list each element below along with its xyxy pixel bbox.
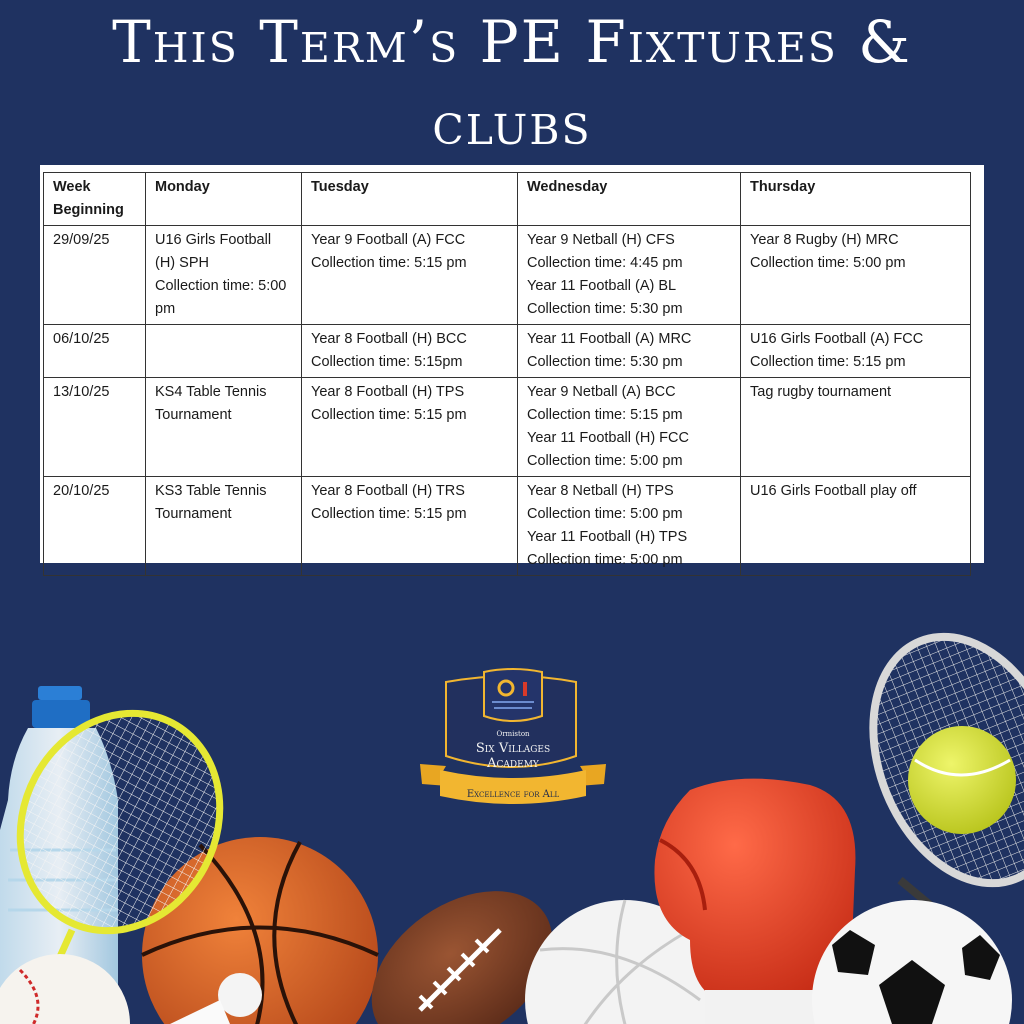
fixture-entry: U16 Girls Football (H) SPH xyxy=(155,232,272,271)
fixture-entry: Collection time: 5:00 pm xyxy=(155,278,287,317)
wednesday-cell xyxy=(518,378,741,477)
fixture-entry: Collection time: 5:15 pm xyxy=(311,407,467,423)
fixture-entry: Collection time: 5:15 pm xyxy=(527,407,683,423)
fixture-entry: Year 11 Football (A) MRC xyxy=(527,331,692,347)
fixture-entry: Tag rugby tournament xyxy=(750,384,892,400)
week-cell: 20/10/25 xyxy=(44,477,146,576)
fixture-entry: Collection time: 5:15 pm xyxy=(311,506,467,522)
academy-logo xyxy=(418,668,608,818)
wednesday-cell xyxy=(518,226,741,325)
fixture-entry: Year 8 Rugby (H) MRC xyxy=(750,232,899,248)
fixture-entry: Collection time: 5:00 pm xyxy=(750,255,906,271)
tuesday-cell xyxy=(302,477,518,576)
monday-cell xyxy=(146,378,302,477)
fixture-entry: U16 Girls Football play off xyxy=(750,483,917,499)
logo-name-line-2: Academy xyxy=(487,756,539,771)
fixture-entry: Collection time: 4:45 pm xyxy=(527,255,683,271)
monday-cell xyxy=(146,477,302,576)
header-tuesday: Tuesday xyxy=(302,173,518,226)
fixture-entry: Year 9 Football (A) FCC xyxy=(311,232,466,248)
fixture-entry: Year 11 Football (H) FCC xyxy=(527,430,689,446)
title-line-2: clubs xyxy=(432,90,592,158)
table-body xyxy=(44,226,971,576)
fixture-entry: Collection time: 5:00 pm xyxy=(527,552,683,568)
fixture-entry: Year 8 Netball (H) TPS xyxy=(527,483,674,499)
fixture-entry: Collection time: 5:30 pm xyxy=(527,354,683,370)
fixture-entry: KS4 Table Tennis Tournament xyxy=(155,384,267,423)
fixture-entry: Collection time: 5:15 pm xyxy=(750,354,906,370)
tuesday-cell xyxy=(302,226,518,325)
fixtures-table-panel xyxy=(40,165,984,568)
week-cell: 13/10/25 xyxy=(44,378,146,477)
table-row xyxy=(44,477,971,576)
header-wednesday: Wednesday xyxy=(518,173,741,226)
shield-icon xyxy=(484,669,542,721)
logo-top-text: Ormiston xyxy=(496,730,530,738)
wednesday-cell xyxy=(518,325,741,378)
tuesday-cell xyxy=(302,378,518,477)
week-cell: 29/09/25 xyxy=(44,226,146,325)
table-header-row xyxy=(44,173,971,226)
fixture-entry: Year 11 Football (H) TPS xyxy=(527,529,688,545)
fixture-entry: Year 9 Netball (H) CFS xyxy=(527,232,675,248)
tennis-ball-icon xyxy=(908,726,1016,834)
fixture-entry: Collection time: 5:00 pm xyxy=(527,453,683,469)
wednesday-cell xyxy=(518,477,741,576)
header-monday: Monday xyxy=(146,173,302,226)
fixture-entry: Year 8 Football (H) BCC xyxy=(311,331,467,347)
fixture-entry: Year 8 Football (H) TRS xyxy=(311,483,465,499)
thursday-cell xyxy=(741,325,971,378)
fixture-entry: Year 9 Netball (A) BCC xyxy=(527,384,676,400)
fixture-entry: Collection time: 5:15 pm xyxy=(311,255,467,271)
table-row xyxy=(44,378,971,477)
table-row xyxy=(44,325,971,378)
fixture-entry: U16 Girls Football (A) FCC xyxy=(750,331,924,347)
monday-cell xyxy=(146,226,302,325)
monday-cell xyxy=(146,325,302,378)
logo-name-line-1: Six Villages xyxy=(475,741,551,756)
thursday-cell xyxy=(741,226,971,325)
week-cell: 06/10/25 xyxy=(44,325,146,378)
thursday-cell xyxy=(741,378,971,477)
fixture-entry: Collection time: 5:00 pm xyxy=(527,506,683,522)
fixtures-table xyxy=(43,172,971,576)
fixture-entry: Collection time: 5:15pm xyxy=(311,354,463,370)
table-row xyxy=(44,226,971,325)
fixture-entry: KS3 Table Tennis Tournament xyxy=(155,483,267,522)
header-thursday: Thursday xyxy=(741,173,971,226)
header-week: Week Beginning xyxy=(44,173,146,226)
fixture-entry: Collection time: 5:30 pm xyxy=(527,301,683,317)
thursday-cell xyxy=(741,477,971,576)
logo-motto: Excellence for All xyxy=(466,789,560,800)
fixture-entry: Year 11 Football (A) BL xyxy=(527,278,677,294)
title-line-1: This Term’s PE Fixtures & xyxy=(112,8,912,76)
tuesday-cell xyxy=(302,325,518,378)
fixture-entry: Year 8 Football (H) TPS xyxy=(311,384,465,400)
